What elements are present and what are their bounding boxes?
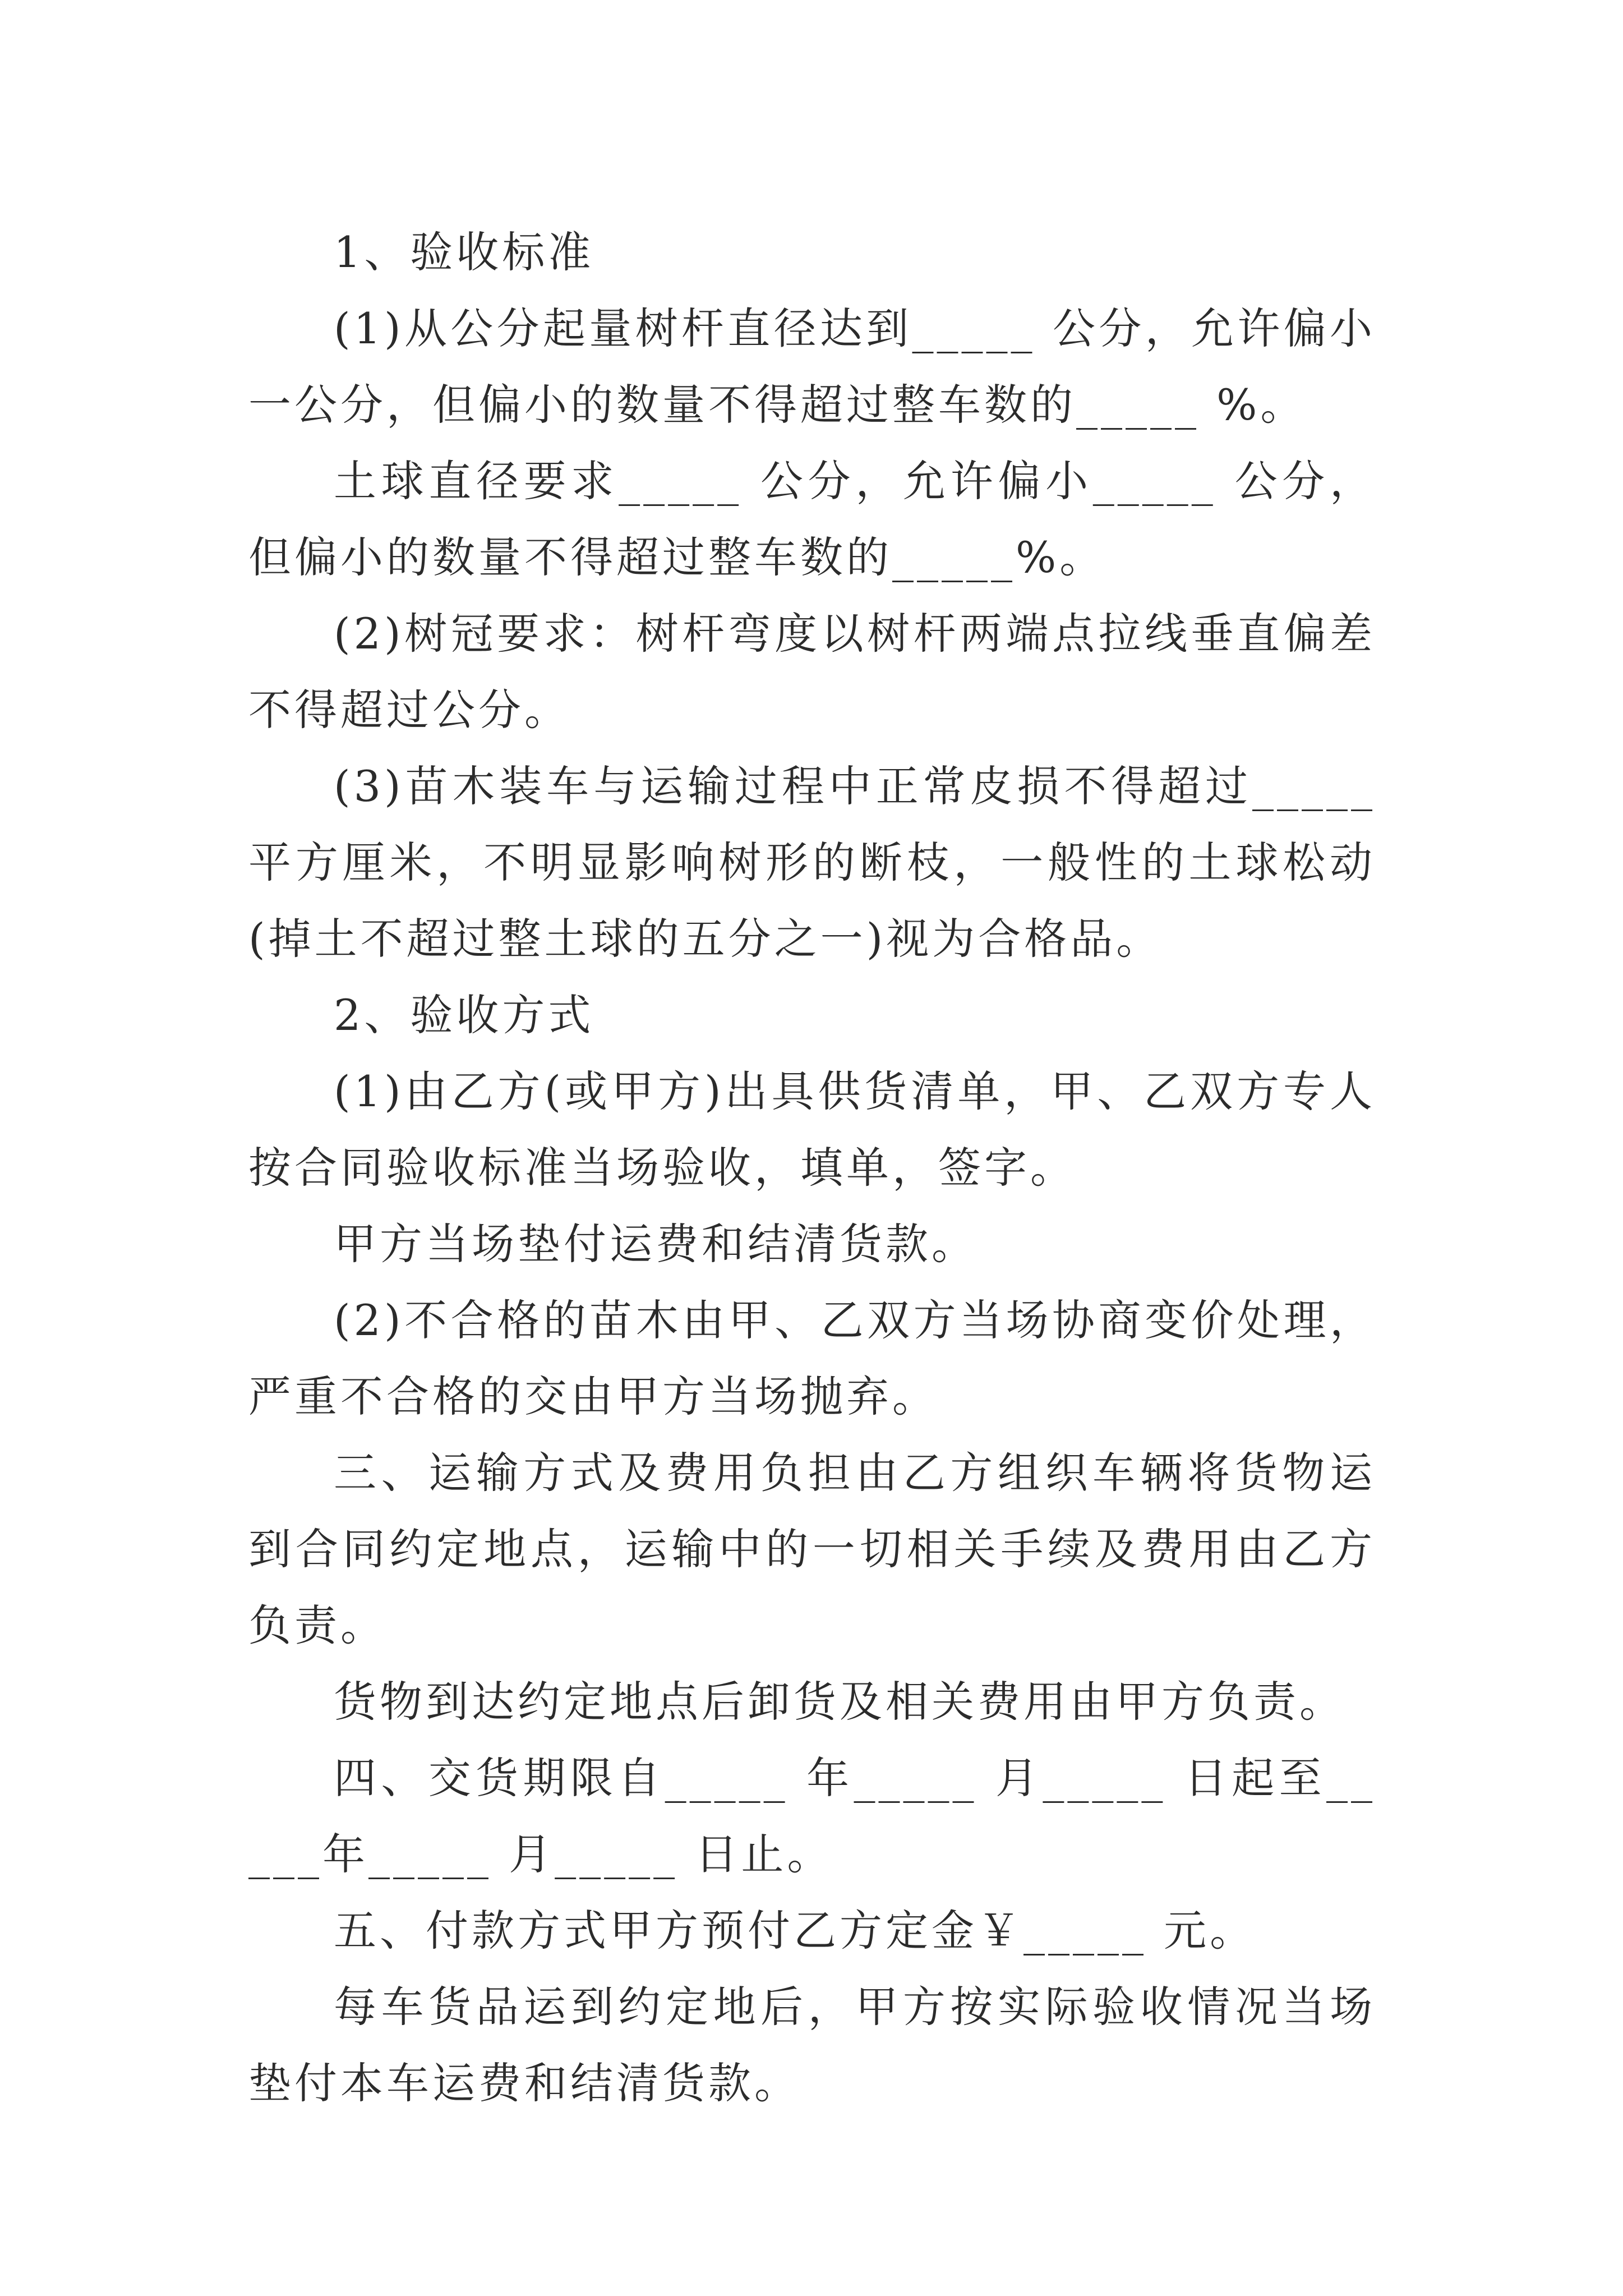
section-heading-acceptance-method: 2、验收方式 xyxy=(334,990,594,1040)
paragraph-supply-list: (1)由乙方(或甲方)出具供货清单，甲、乙双方专人按合同验收标准当场验收，填单，签字。 xyxy=(248,1066,1376,1193)
section-heading-acceptance-standard: 1、验收标准 xyxy=(334,227,594,277)
paragraph-delivery-period: 四、交货期限自_____ 年_____ 月_____ 日起至_____年_____ 月_____ 日止。 xyxy=(248,1753,1376,1879)
paragraph-trunk-diameter: (1)从公分起量树杆直径达到_____ 公分，允许偏小一公分，但偏小的数量不得超过整车数的_____ %。 xyxy=(248,303,1376,430)
paragraph-unqualified-seedlings: (2)不合格的苗木由甲、乙双方当场协商变价处理，严重不合格的交由甲方当场抛弃。 xyxy=(248,1295,1376,1421)
paragraph-crown-requirement: (2)树冠要求：树杆弯度以树杆两端点拉线垂直偏差不得超过公分。 xyxy=(248,609,1376,735)
paragraph-payment-on-site: 甲方当场垫付运费和结清货款。 xyxy=(334,1219,978,1269)
paragraph-unloading-costs: 货物到达约定地点后卸货及相关费用由甲方负责。 xyxy=(334,1677,1345,1727)
paragraph-per-truck-settlement: 每车货品运到约定地后，甲方按实际验收情况当场垫付本车运费和结清货款。 xyxy=(248,1982,1376,2108)
paragraph-transport-method: 三、运输方式及费用负担由乙方组织车辆将货物运到合同约定地点，运输中的一切相关手续及费用由乙方负责。 xyxy=(248,1448,1376,1650)
paragraph-soil-ball-diameter: 土球直径要求_____ 公分，允许偏小_____ 公分，但偏小的数量不得超过整车数的_____%。 xyxy=(248,456,1376,582)
document-body xyxy=(248,214,1376,2122)
paragraph-transport-damage: (3)苗木装车与运输过程中正常皮损不得超过_____ 平方厘米，不明显影响树形的断枝，一般性的土球松动(掉土不超过整土球的五分之一)视为合格品。 xyxy=(248,761,1376,964)
paragraph-payment-method: 五、付款方式甲方预付乙方定金￥_____ 元。 xyxy=(334,1906,1256,1955)
